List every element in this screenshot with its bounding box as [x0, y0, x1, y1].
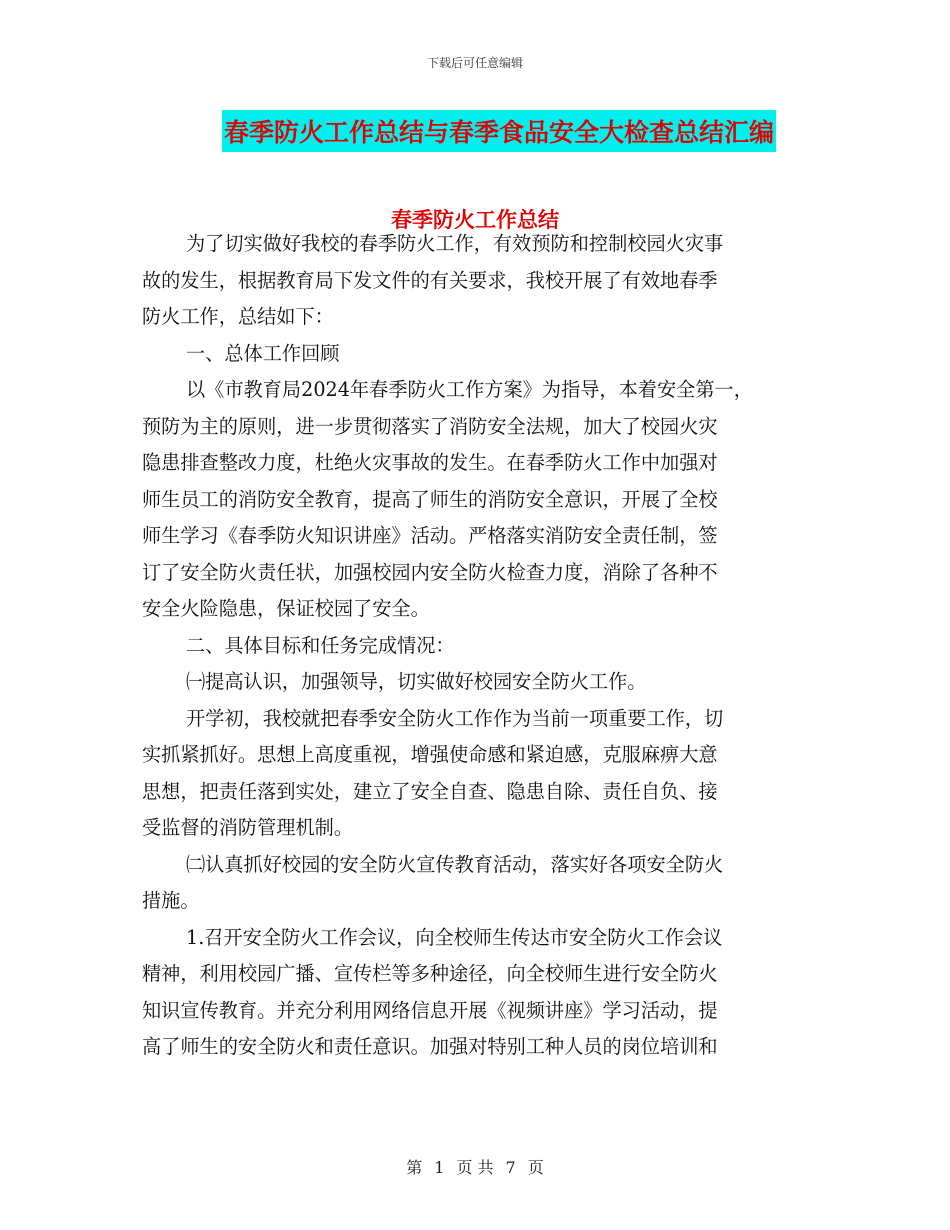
body-line: ㈠提高认识，加强领导，切实做好校园安全防火工作。 — [186, 670, 647, 693]
body-line: 以《市教育局2024年春季防火工作方案》为指导，本着安全第一， — [186, 378, 753, 401]
body-line: 为了切实做好我校的春季防火工作，有效预防和控制校园火灾事 — [186, 232, 724, 255]
body-line: 师生员工的消防安全教育，提高了师生的消防安全意识，开展了全校 — [142, 487, 718, 511]
body-line: 知识宣传教育。并充分利用网络信息开展《视频讲座》学习活动，提 — [142, 998, 718, 1022]
page-footer — [0, 1155, 950, 1178]
body-line: 开学初，我校就把春季安全防火工作作为当前一项重要工作，切 — [186, 706, 724, 730]
body-line: ㈡认真抓好校园的安全防火宣传教育活动，落实好各项安全防火 — [186, 852, 724, 876]
body-line: 师生学习《春季防火知识讲座》活动。严格落实消防安全责任制，签 — [142, 524, 718, 547]
footer-page-number: 1 — [434, 1158, 445, 1177]
body-line: 一、总体工作回顾 — [186, 341, 340, 365]
body-line: 二、具体目标和任务完成情况： — [186, 633, 455, 657]
body-line: 措施。 — [142, 889, 200, 912]
body-line: 安全火险隐患，保证校园了安全。 — [142, 597, 430, 620]
body-line: 防火工作，总结如下： — [142, 305, 334, 328]
body-line: 精神，利用校园广播、宣传栏等多种途径，向全校师生进行安全防火 — [142, 962, 718, 985]
body-line: 思想，把责任落到实处，建立了安全自查、隐患自除、责任自负、接 — [142, 779, 718, 803]
main-title-container — [0, 110, 950, 152]
footer-suffix: 页 — [527, 1158, 544, 1177]
body-line: 隐患排查整改力度，杜绝火灾事故的发生。在春季防火工作中加强对 — [142, 451, 718, 474]
main-title: 春季防火工作总结与春季食品安全大检查总结汇编 — [222, 110, 776, 152]
body-line: 1.召开安全防火工作会议，向全校师生传达市安全防火工作会议 — [186, 925, 723, 949]
footer-prefix: 第 — [406, 1158, 423, 1177]
footer-middle: 页 共 — [456, 1158, 494, 1177]
section-title: 春季防火工作总结 — [391, 208, 559, 232]
body-line: 高了师生的安全防火和责任意识。加强对特别工种人员的岗位培训和 — [142, 1035, 718, 1058]
body-line: 预防为主的原则，进一步贯彻落实了消防安全法规，加大了校园火灾 — [142, 414, 718, 438]
body-line: 订了安全防火责任状，加强校园内安全防火检查力度，消除了各种不 — [142, 560, 718, 584]
body-line: 实抓紧抓好。思想上高度重视，增强使命感和紧迫感，克服麻痹大意 — [142, 743, 718, 766]
footer-total-pages: 7 — [505, 1158, 516, 1177]
header-note: 下载后可任意编辑 — [426, 56, 523, 70]
body-line: 故的发生，根据教育局下发文件的有关要求，我校开展了有效地春季 — [142, 268, 718, 292]
document-body — [142, 226, 806, 1066]
body-line: 受监督的消防管理机制。 — [142, 816, 354, 839]
